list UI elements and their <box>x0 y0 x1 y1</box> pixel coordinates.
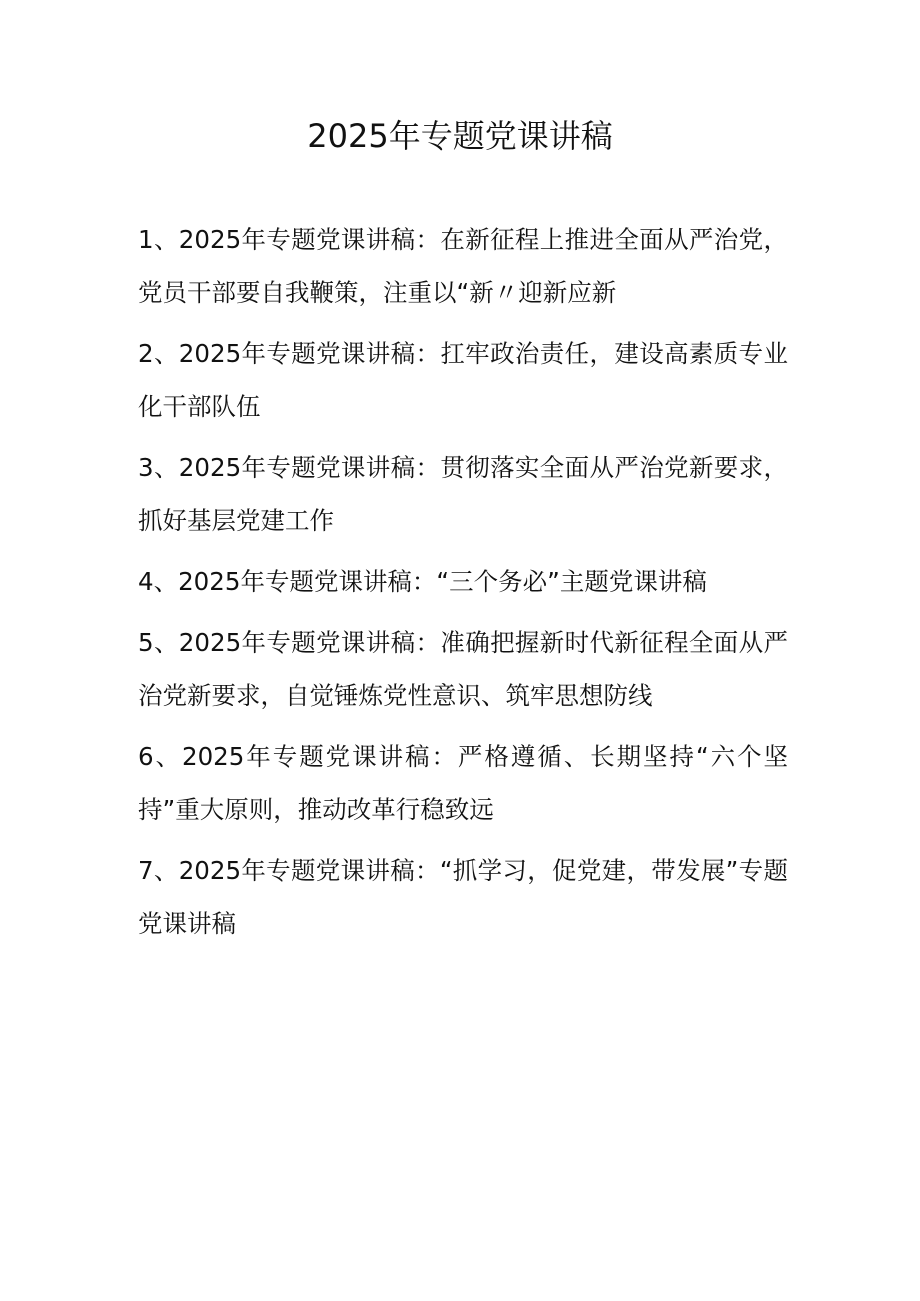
topic-item-2: 2、2025年专题党课讲稿：扛牢政治责任，建设高素质专业化干部队伍 <box>138 339 788 421</box>
document-title: 2025年专题党课讲稿 <box>307 117 613 155</box>
topic-item-3: 3、2025年专题党课讲稿：贯彻落实全面从严治党新要求，抓好基层党建工作 <box>138 453 788 535</box>
topic-item-6: 6、2025年专题党课讲稿：严格遵循、长期坚持“六个坚持”重大原则，推动改革行稳致远 <box>138 742 788 824</box>
topic-item-4: 4、2025年专题党课讲稿：“三个务必”主题党课讲稿 <box>138 567 707 596</box>
topic-item-7: 7、2025年专题党课讲稿：“抓学习，促党建，带发展”专题党课讲稿 <box>138 856 788 938</box>
topic-item-5: 5、2025年专题党课讲稿：准确把握新时代新征程全面从严治党新要求，自觉锤炼党性意识、筑牢思想防线 <box>138 628 788 710</box>
topic-item-1: 1、2025年专题党课讲稿：在新征程上推进全面从严治党，党员干部要自我鞭策，注重以“新〃迎新应新 <box>138 225 788 307</box>
topic-list <box>138 213 788 958</box>
